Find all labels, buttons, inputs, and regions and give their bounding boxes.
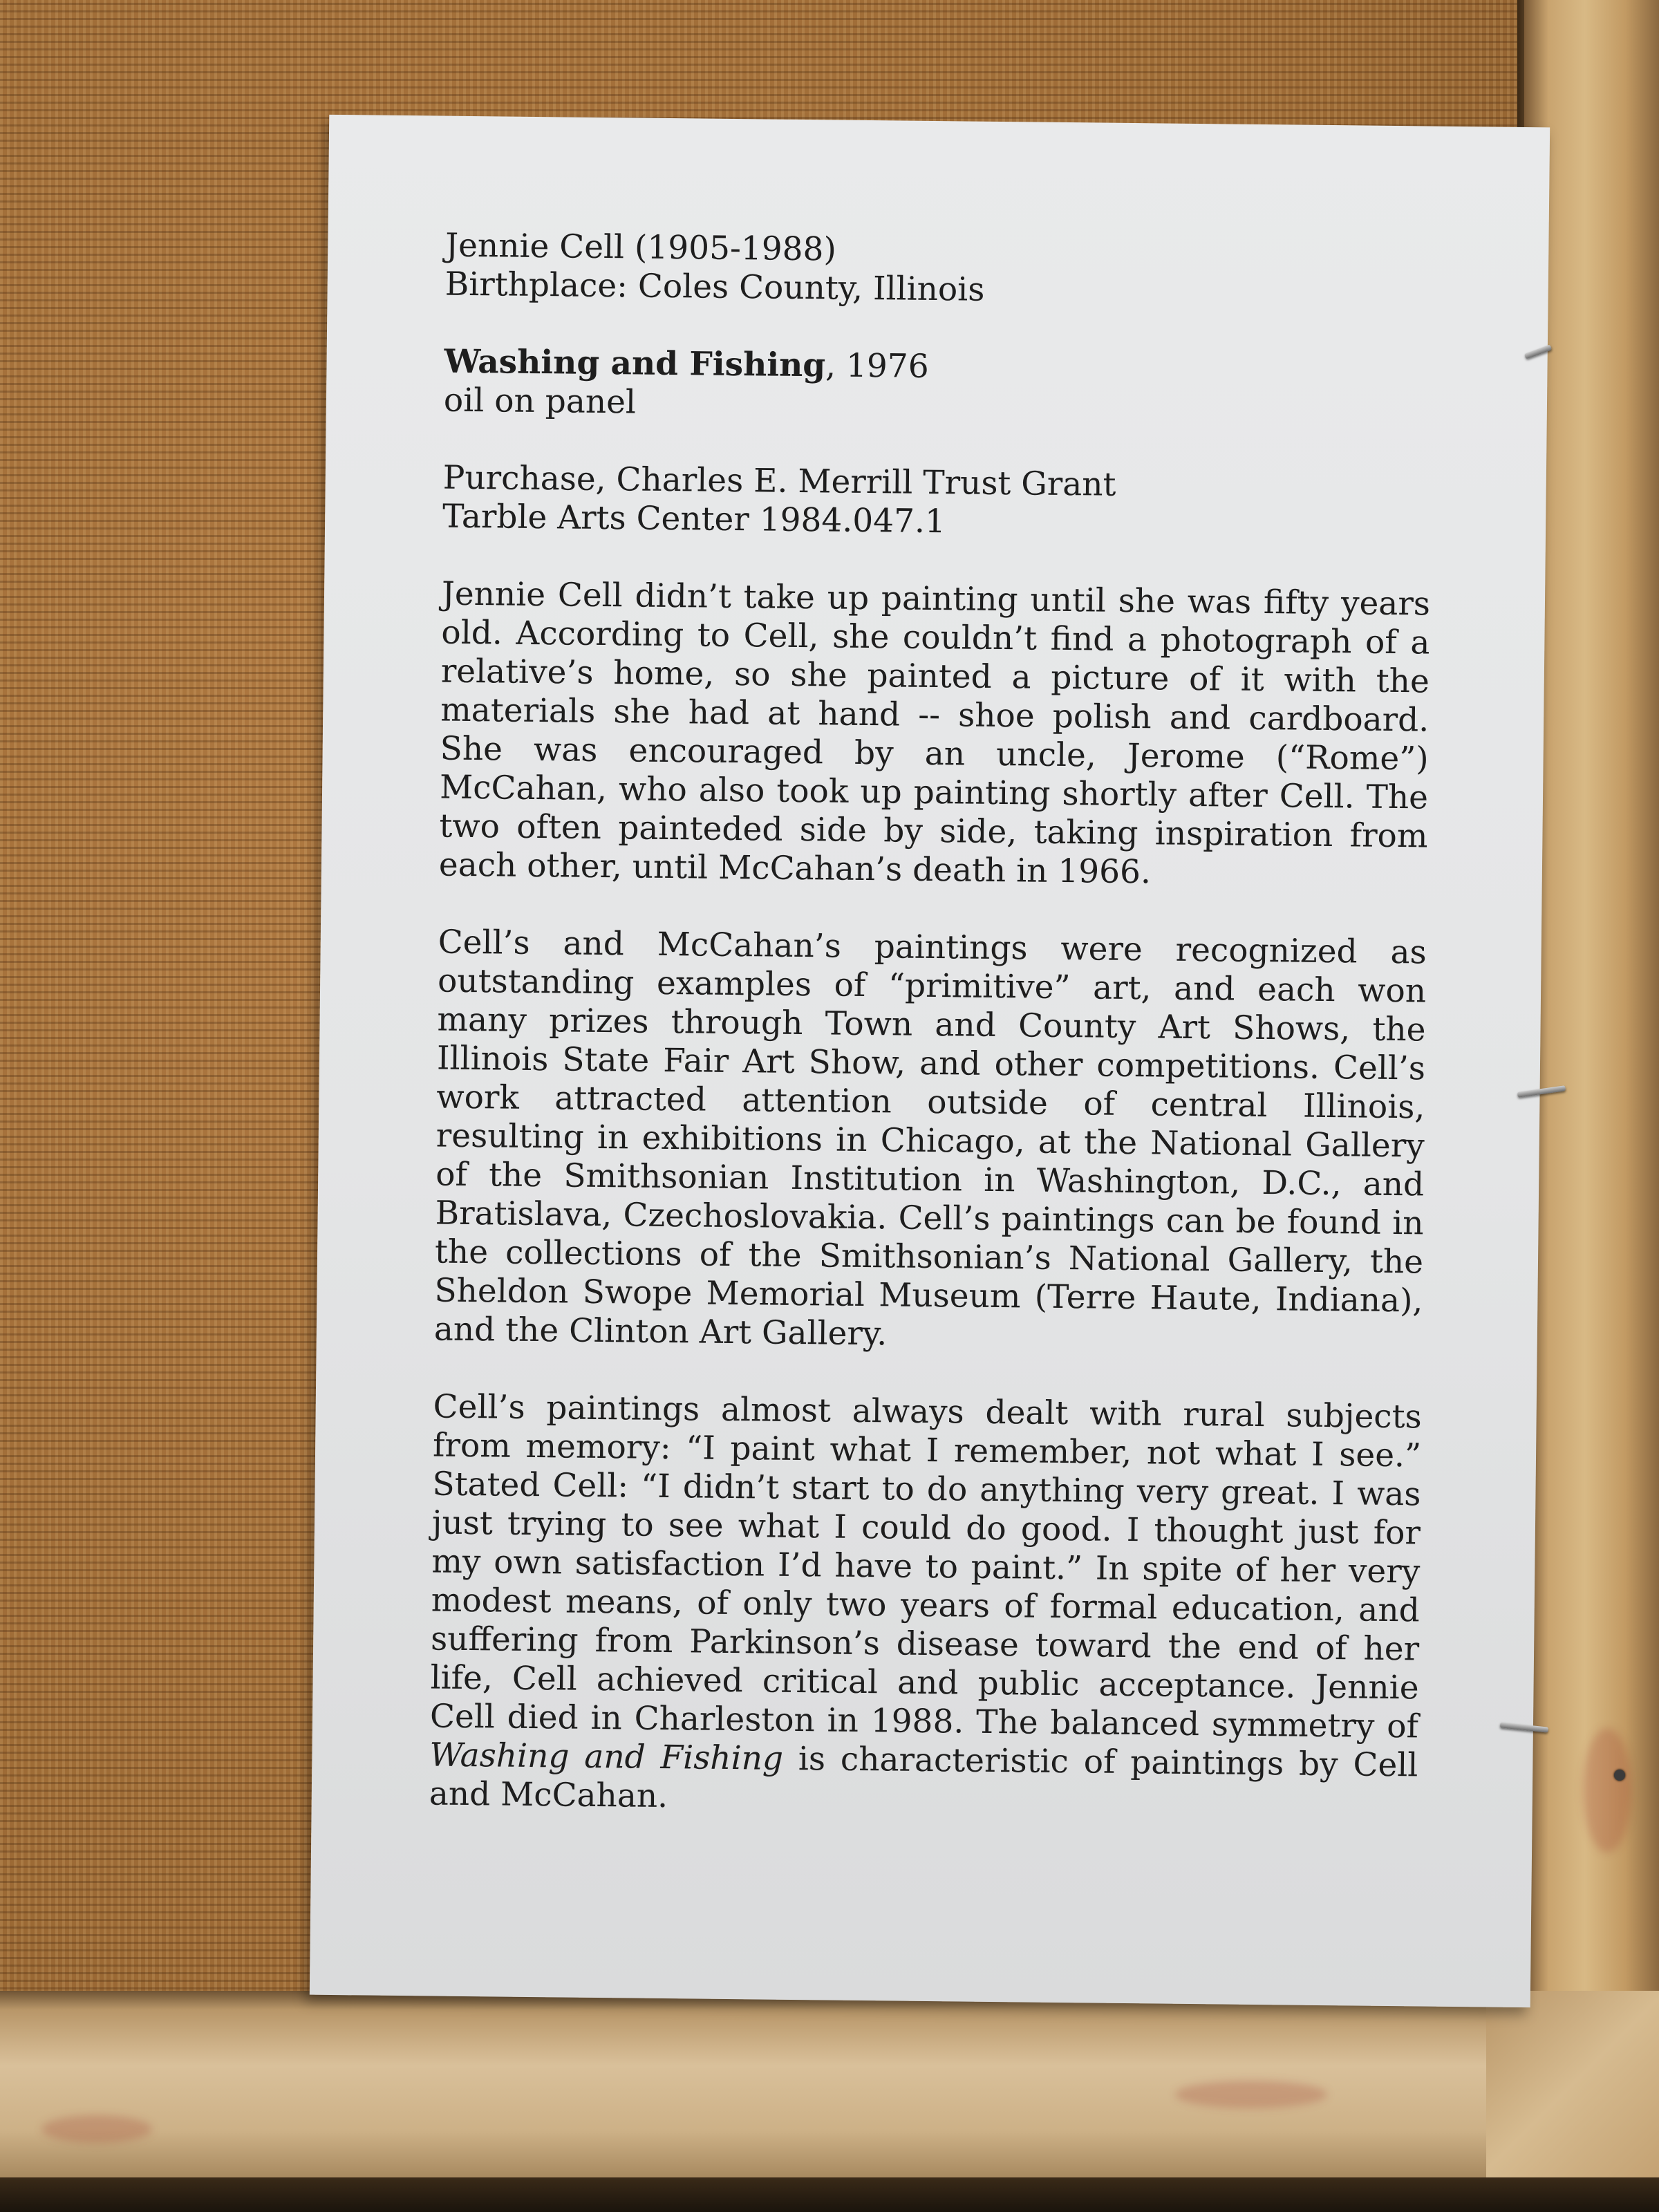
paragraph-3 — [429, 1388, 1422, 1824]
wood-frame-bottom — [0, 1991, 1659, 2177]
frame-shadow-strip — [0, 2177, 1659, 2212]
paragraph-3-end: is characteristic of paintings by Cell and McCahan. — [429, 1739, 1418, 1816]
paragraph-3-italic-title: Washing and Fishing — [429, 1736, 784, 1778]
label-text — [429, 227, 1434, 1824]
frame-stain — [1583, 1728, 1631, 1853]
wood-frame-corner — [1486, 1991, 1659, 2177]
label-paper — [310, 115, 1550, 2007]
paragraph-2: Cell’s and McCahan’s paintings were recognized as outstanding examples of “primitive” art, and each won many prizes through Town and County Art Shows, the Illinois State Fair Art Show, and other competitions. Cell’s work attracted attention outside of central Illinois, resulting in exhibitions in Chicago, at the National Gallery of the Smithsonian Institution in Washington, D.C., and Bratislava, Czechoslovakia. Cell’s paintings can be found in the collections of the Smithsonian’s National Gallery, the Sheldon Swope Memorial Museum (Terre Haute, Indiana), and the Clinton Art Gallery. — [433, 923, 1427, 1353]
work-year: , 1976 — [825, 346, 929, 386]
paragraph-1: Jennie Cell didn’t take up painting until she was fifty years old. According to Cell, she couldn’t find a photograph of a relative’s home, so she painted a picture of it with the materials she had at hand -- shoe polish and cardboard. She was encouraged by an uncle, Jerome (“Rome”) McCahan, who also took up painting shortly after Cell. The two often painteded side by side, taking inspiration from each other, until McCahan’s death in 1966. — [438, 574, 1431, 892]
credit-line: Purchase, Charles E. Merrill Trust Grant — [442, 458, 1116, 504]
accession-line: Tarble Arts Center 1984.047.1 — [442, 497, 946, 541]
birthplace-line: Birthplace: Coles County, Illinois — [444, 265, 985, 309]
work-title: Washing and Fishing — [444, 342, 826, 385]
frame-stain — [41, 2115, 152, 2143]
frame-tack — [1614, 1770, 1625, 1781]
medium-line: oil on panel — [443, 381, 637, 422]
frame-stain — [1175, 2081, 1327, 2108]
artist-line: Jennie Cell (1905-1988) — [445, 226, 837, 269]
paragraph-3-start: Cell’s paintings almost always dealt with rural subjects from memory: “I paint what I remember, not what I see.” Stated Cell: “I didn’t start to do anything very great. I was just trying to see what I could do good. I thought just for my own satisfaction I’d have to paint.” In spite of her very modest means, of only two years of formal education, and suffering from Parkinson’s disease toward the end of her life, Cell achieved critical and public acceptance. Jennie Cell died in Charleston in 1988. The balanced symmetry of — [429, 1387, 1422, 1746]
